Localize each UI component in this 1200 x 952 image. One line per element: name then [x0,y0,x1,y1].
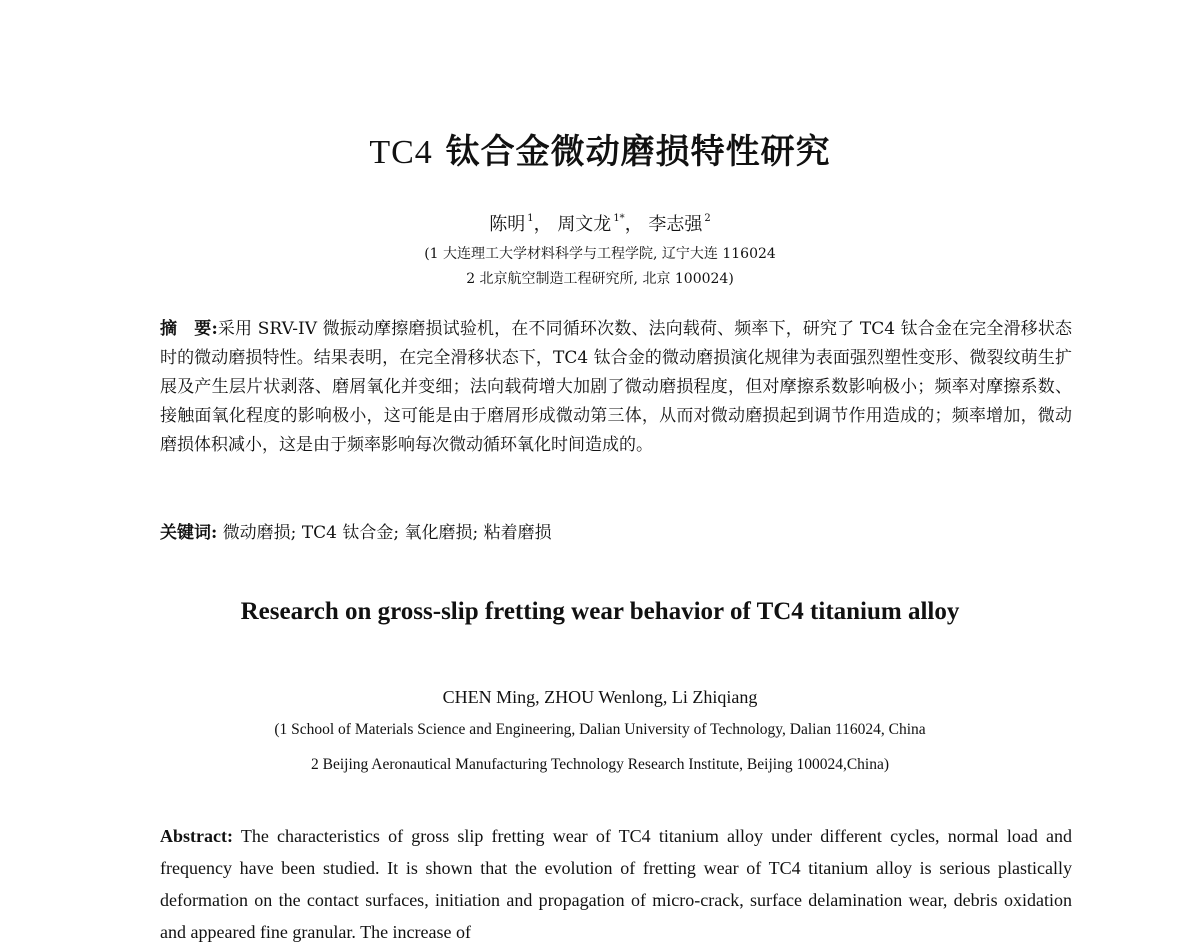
chinese-abstract-label: 摘 要: [160,319,218,339]
english-affiliation-2: 2 Beijing Aeronautical Manufacturing Technology Research Institute, Beijing 100024,China) [310,756,890,773]
author-mark: 1 [527,213,534,224]
author-name: 李志强 [648,214,703,235]
chinese-abstract [160,315,1072,460]
chinese-keywords-label: 关键词: [160,523,218,543]
author-mark: 1* [613,213,625,224]
chinese-keywords-text: 微动磨损; TC4 钛合金; 氧化磨损; 粘着磨损 [222,523,552,543]
english-authors: CHEN Ming, ZHOU Wenlong, Li Zhiqiang [442,687,758,707]
chinese-affiliation-2: 2 北京航空制造工程研究所, 北京 100024) [466,271,734,287]
chinese-title-text: 钛合金微动磨损特性研究 [445,132,831,172]
english-abstract-text: The characteristics of gross slip fretting wear of TC4 titanium alloy under different cycles, normal load and frequency have been studied. It is shown that the evolution of fretting wear of TC4 titanium alloy is serious plastically deformation on the contact surfaces, initiation and propagation of micro-crack, surface delamination wear, debris oxidation and appeared fine granular. The increase of [160,826,1072,942]
english-abstract-label: Abstract: [160,826,233,846]
chinese-authors: 陈明 $^1$， 周文龙 $^{1*}$， 李志强 $^2$ [489,213,711,235]
english-title: Research on gross-slip fretting wear behavior of TC4 titanium alloy [240,598,960,625]
english-affiliation-1: (1 School of Materials Science and Engineering, Dalian University of Technology, Dalian 116024, China [274,721,926,738]
chinese-title [0,124,1200,173]
chinese-title-code: TC4 [369,134,433,171]
chinese-abstract-text: 采用 SRV-IV 微振动摩擦磨损试验机，在不同循环次数、法向载荷、频率下，研究了 TC4 钛合金在完全滑移状态时的微动磨损特性。结果表明，在完全滑移状态下，TC4 钛合金的微动磨损演化规律为表面强烈塑性变形、微裂纹萌生扩展及产生层片状剥落、磨屑氧化并变细；法向载荷增大加剧了微动磨损程度，但对摩擦系数影响极小；频率对摩擦系数、接触面氧化程度的影响极小，这可能是由于磨屑形成微动第三体，从而对微动磨损起到调节作用造成的；频率增加，微动磨损体积减小，这是由于频率影响每次微动循环氧化时间造成的。 [160,319,1072,455]
author-mark: 2 [704,213,711,224]
chinese-affiliation-1: (1 大连理工大学材料科学与工程学院, 辽宁大连 116024 [424,246,776,262]
english-abstract [160,820,1072,948]
chinese-keywords [160,519,1072,548]
author-name: 陈明 [489,214,526,235]
author-name: 周文龙 [557,214,612,235]
